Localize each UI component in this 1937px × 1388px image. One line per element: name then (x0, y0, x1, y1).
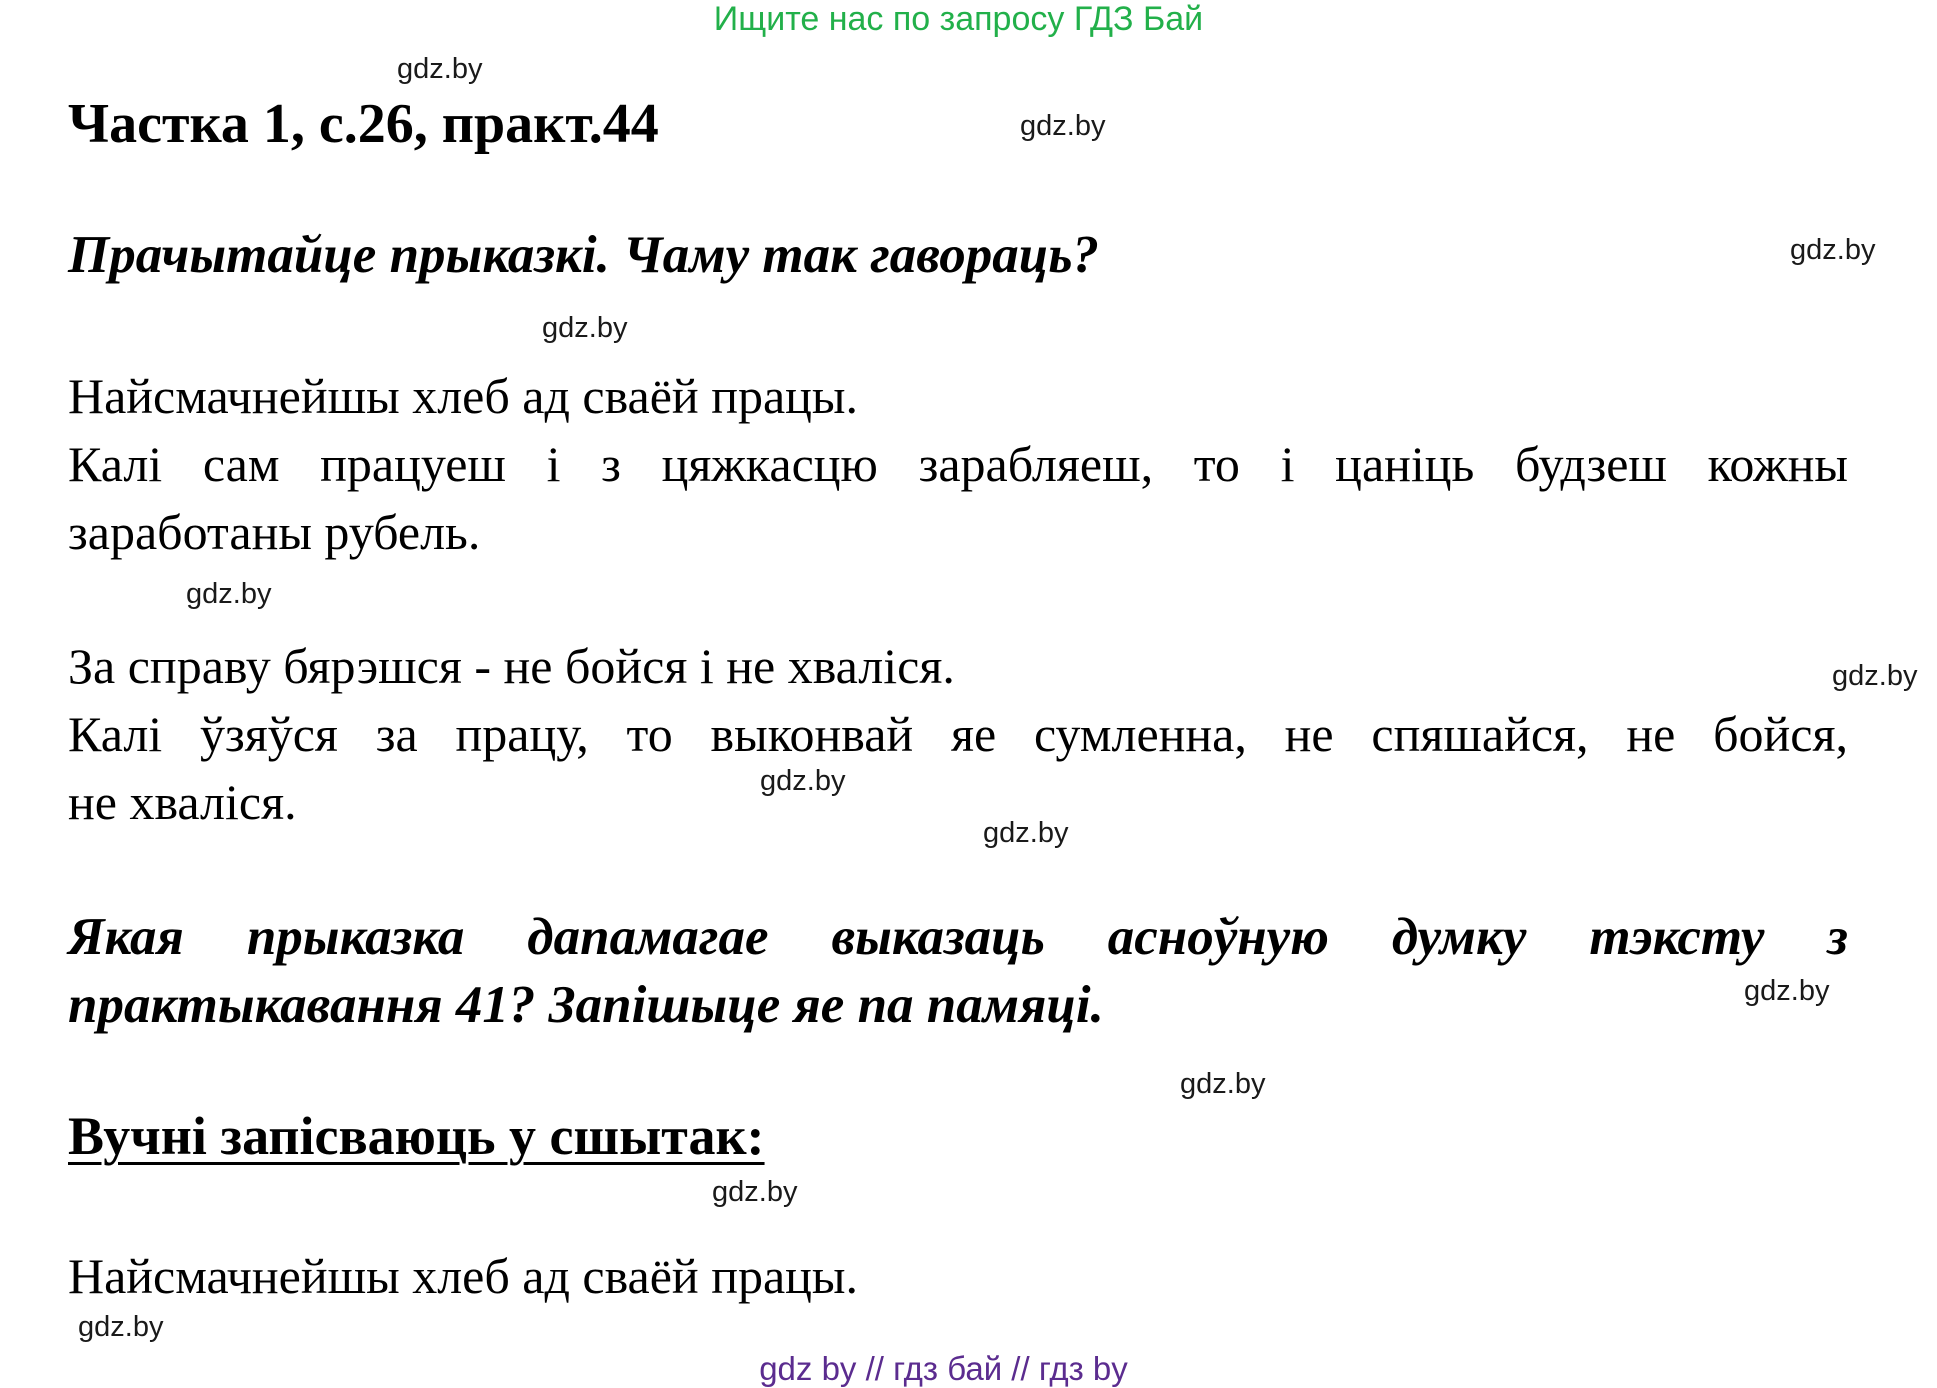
top-banner: Ищите нас по запросу ГДЗ Бай (713, 0, 1204, 38)
proverb-2-text: За справу бярэшся - не бойся і не хваліся. (68, 638, 955, 694)
proverb-1-explanation-line2: заработаны рубель. (68, 504, 481, 560)
proverb-1-explanation-line1: Калі сам працуеш і з цяжкасцю зарабляеш, то і цаніць будзеш кожны (68, 436, 1848, 492)
watermark: gdz.by (1180, 1068, 1266, 1100)
watermark: gdz.by (1790, 234, 1876, 266)
proverb-2-explanation-line1: Калі ўзяўся за працу, то выконвай яе сумленна, не спяшайся, не бойся, (68, 706, 1848, 762)
footer-links: gdz by // гдз бай // гдз by (759, 1350, 1128, 1387)
task-2-line2: практыкавання 41? Запішыце яе па памяці. (68, 976, 1104, 1034)
watermark: gdz.by (542, 312, 628, 344)
proverb-block-1 (68, 362, 1848, 566)
watermark: gdz.by (1744, 975, 1830, 1007)
page-heading: Частка 1, с.26, практ.44 (68, 93, 659, 155)
answer-text: Найсмачнейшы хлеб ад сваёй працы. (68, 1248, 858, 1304)
watermark: gdz.by (983, 817, 1069, 849)
task-instruction-2 (68, 903, 1848, 1039)
watermark: gdz.by (78, 1311, 164, 1343)
proverb-block-2 (68, 632, 1848, 836)
task-instruction-1: Прачытайце прыказкі. Чаму так гавораць? (68, 226, 1099, 284)
watermark: gdz.by (397, 53, 483, 85)
watermark: gdz.by (1020, 110, 1106, 142)
proverb-2-explanation-line2: не хваліся. (68, 774, 297, 830)
proverb-1-text: Найсмачнейшы хлеб ад сваёй працы. (68, 368, 858, 424)
watermark: gdz.by (1832, 660, 1918, 692)
watermark: gdz.by (186, 578, 272, 610)
watermark: gdz.by (712, 1176, 798, 1208)
task-2-line1: Якая прыказка дапамагае выказаць асноўную думку тэксту з (68, 908, 1848, 966)
watermark: gdz.by (760, 765, 846, 797)
section-title: Вучні запісваюць у сшытак: (68, 1106, 765, 1166)
